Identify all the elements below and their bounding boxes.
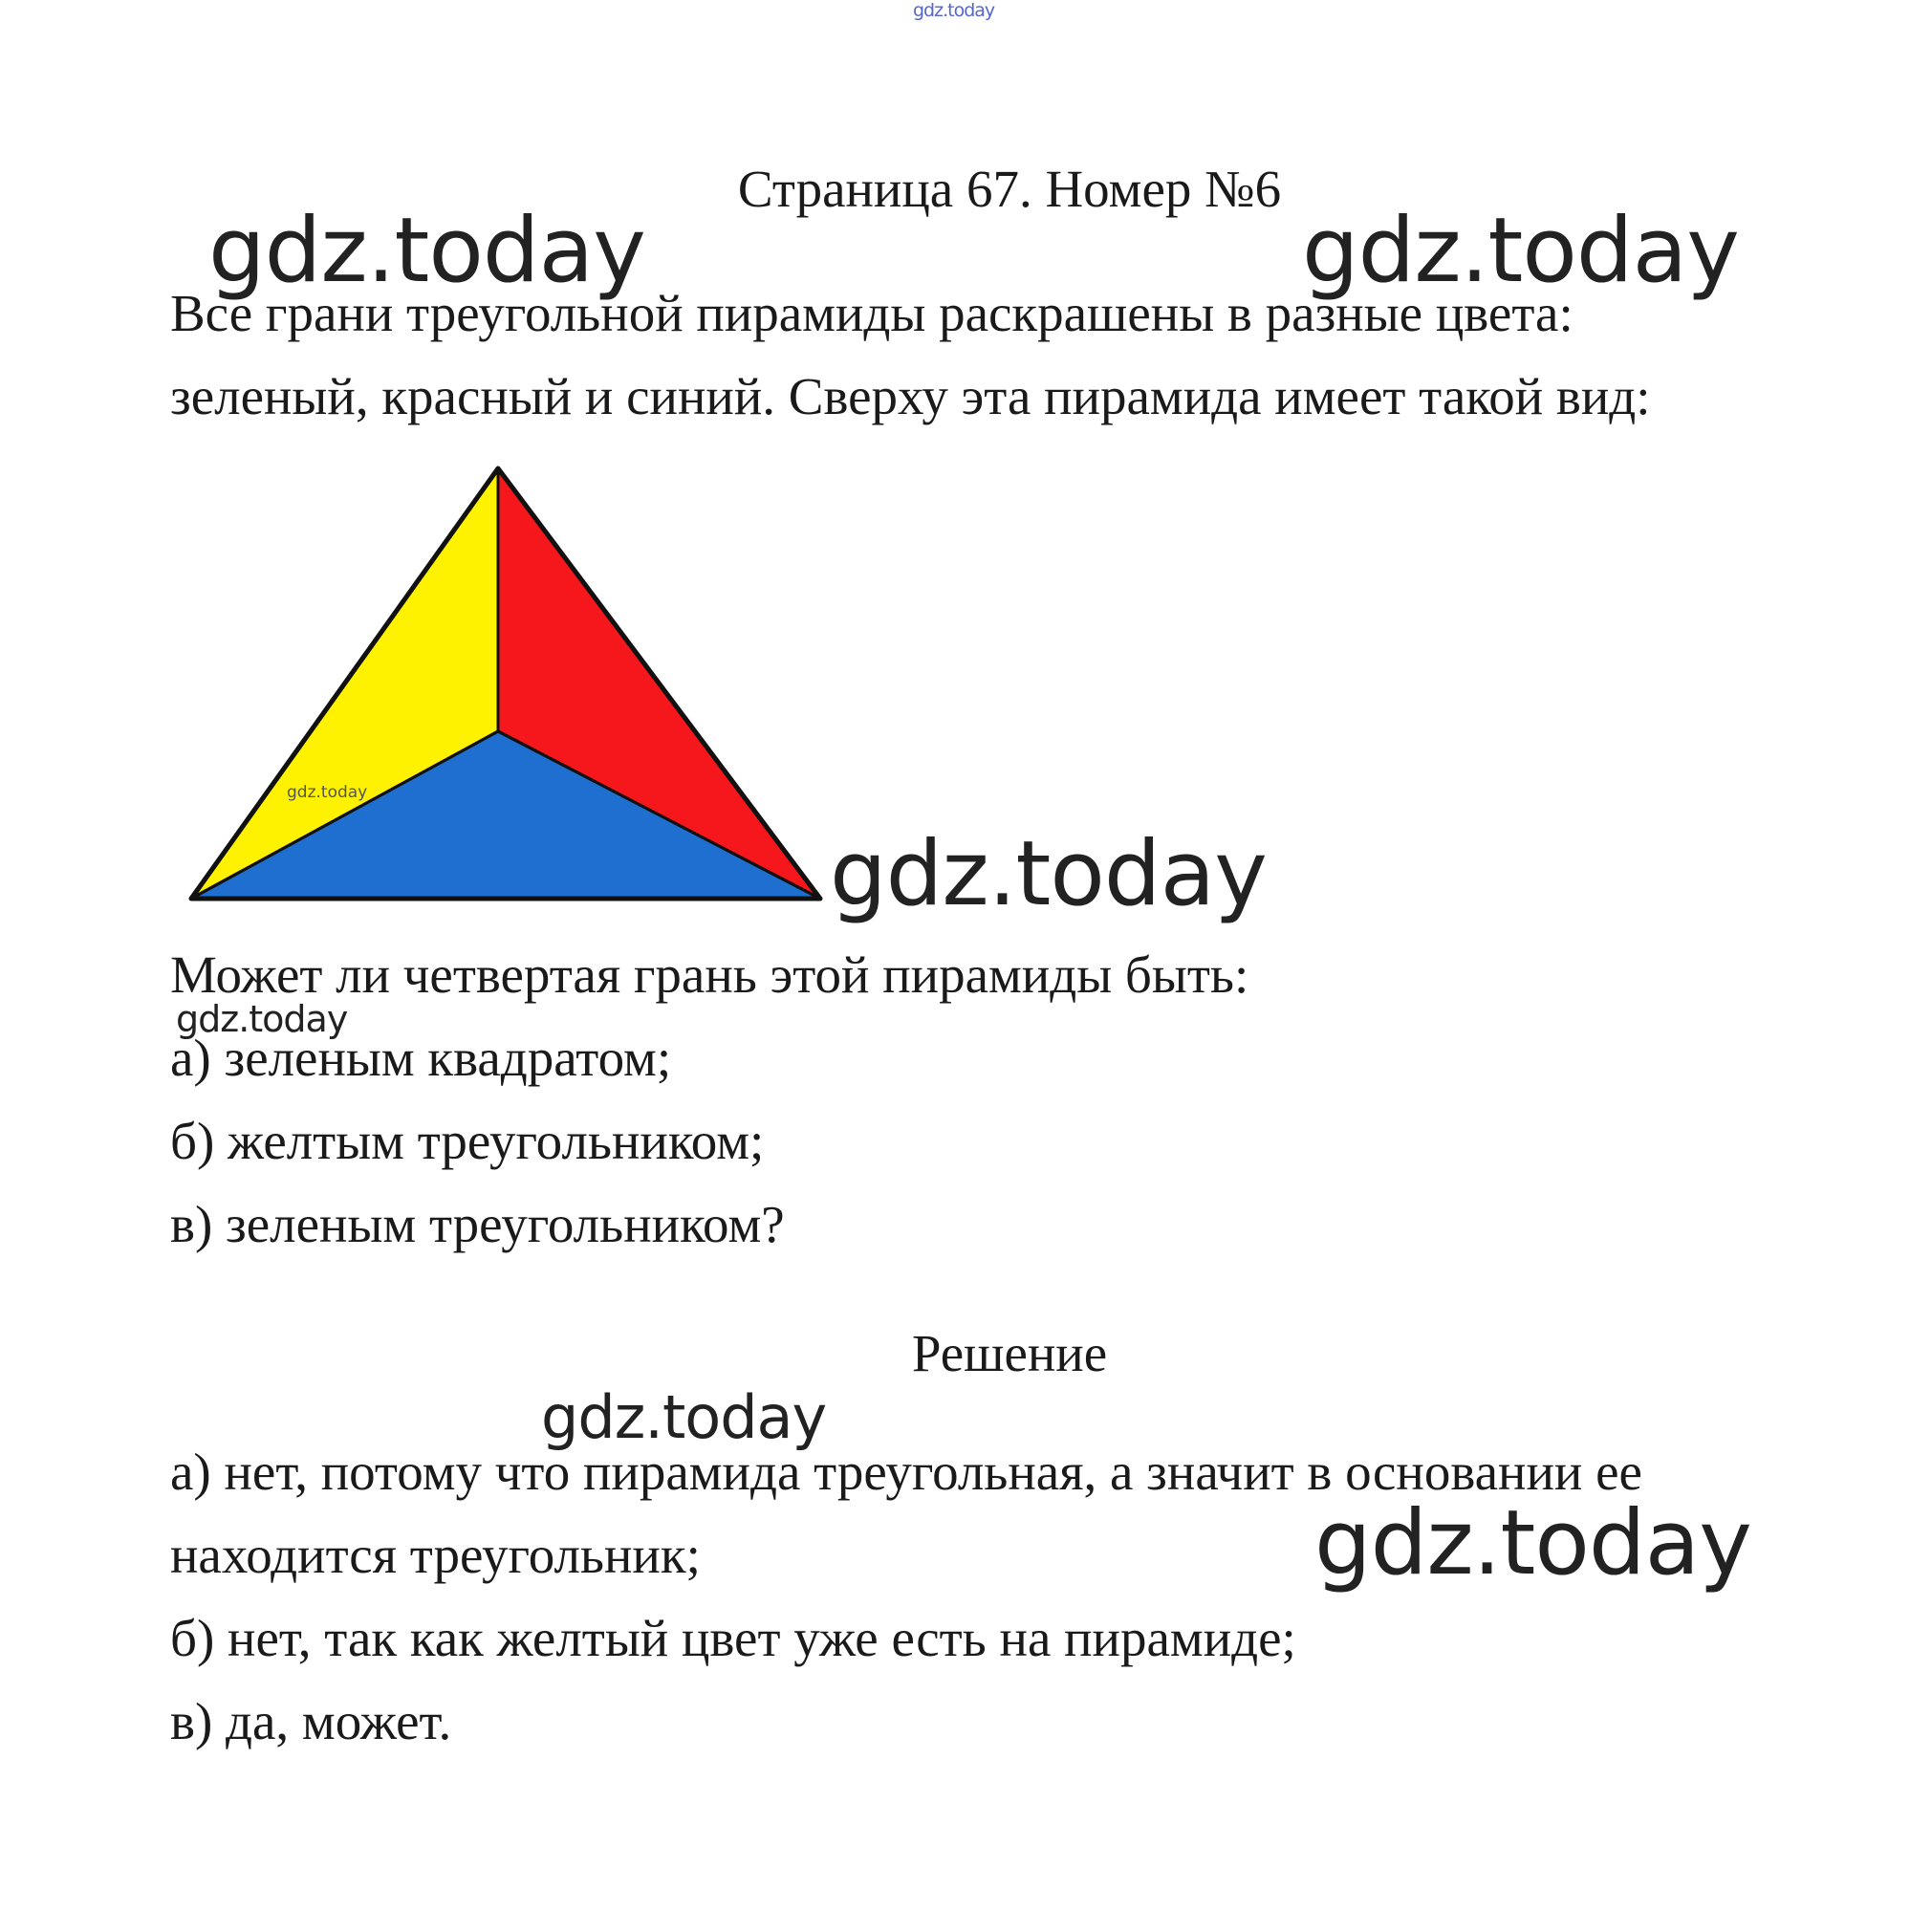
option-a: а) зеленым квадратом; <box>170 1029 672 1087</box>
watermark-5: gdz.today <box>541 1382 827 1452</box>
pyramid-figure <box>170 447 858 925</box>
problem-line-2: зеленый, красный и синий. Сверху эта пирамида имеет такой вид: <box>170 367 1651 425</box>
problem-line-1: Все грани треугольной пирамиды раскрашены в разные цвета: <box>170 284 1574 342</box>
watermark-2: gdz.today <box>1302 199 1739 303</box>
question-line: Может ли четвертая грань этой пирамиды быть: <box>170 945 1249 1004</box>
solution-line-2: находится треугольник; <box>170 1526 701 1584</box>
option-b: б) желтым треугольником; <box>170 1112 765 1170</box>
solution-heading: Решение <box>911 1324 1108 1382</box>
watermark-3: gdz.today <box>830 822 1267 926</box>
watermark-4: gdz.today <box>176 998 348 1040</box>
watermark-1: gdz.today <box>208 199 645 303</box>
solution-line-3: б) нет, так как желтый цвет уже есть на пирамиде; <box>170 1609 1296 1667</box>
watermark-6: gdz.today <box>1314 1491 1751 1596</box>
page-title: Страница 67. Номер №6 <box>737 160 1282 218</box>
figure-watermark: gdz.today <box>287 783 368 802</box>
top-watermark: gdz.today <box>913 0 995 21</box>
solution-line-4: в) да, может. <box>170 1692 452 1750</box>
option-c: в) зеленым треугольником? <box>170 1195 785 1253</box>
solution-line-1: а) нет, потому что пирамида треугольная, а значит в основании ее <box>170 1443 1642 1501</box>
